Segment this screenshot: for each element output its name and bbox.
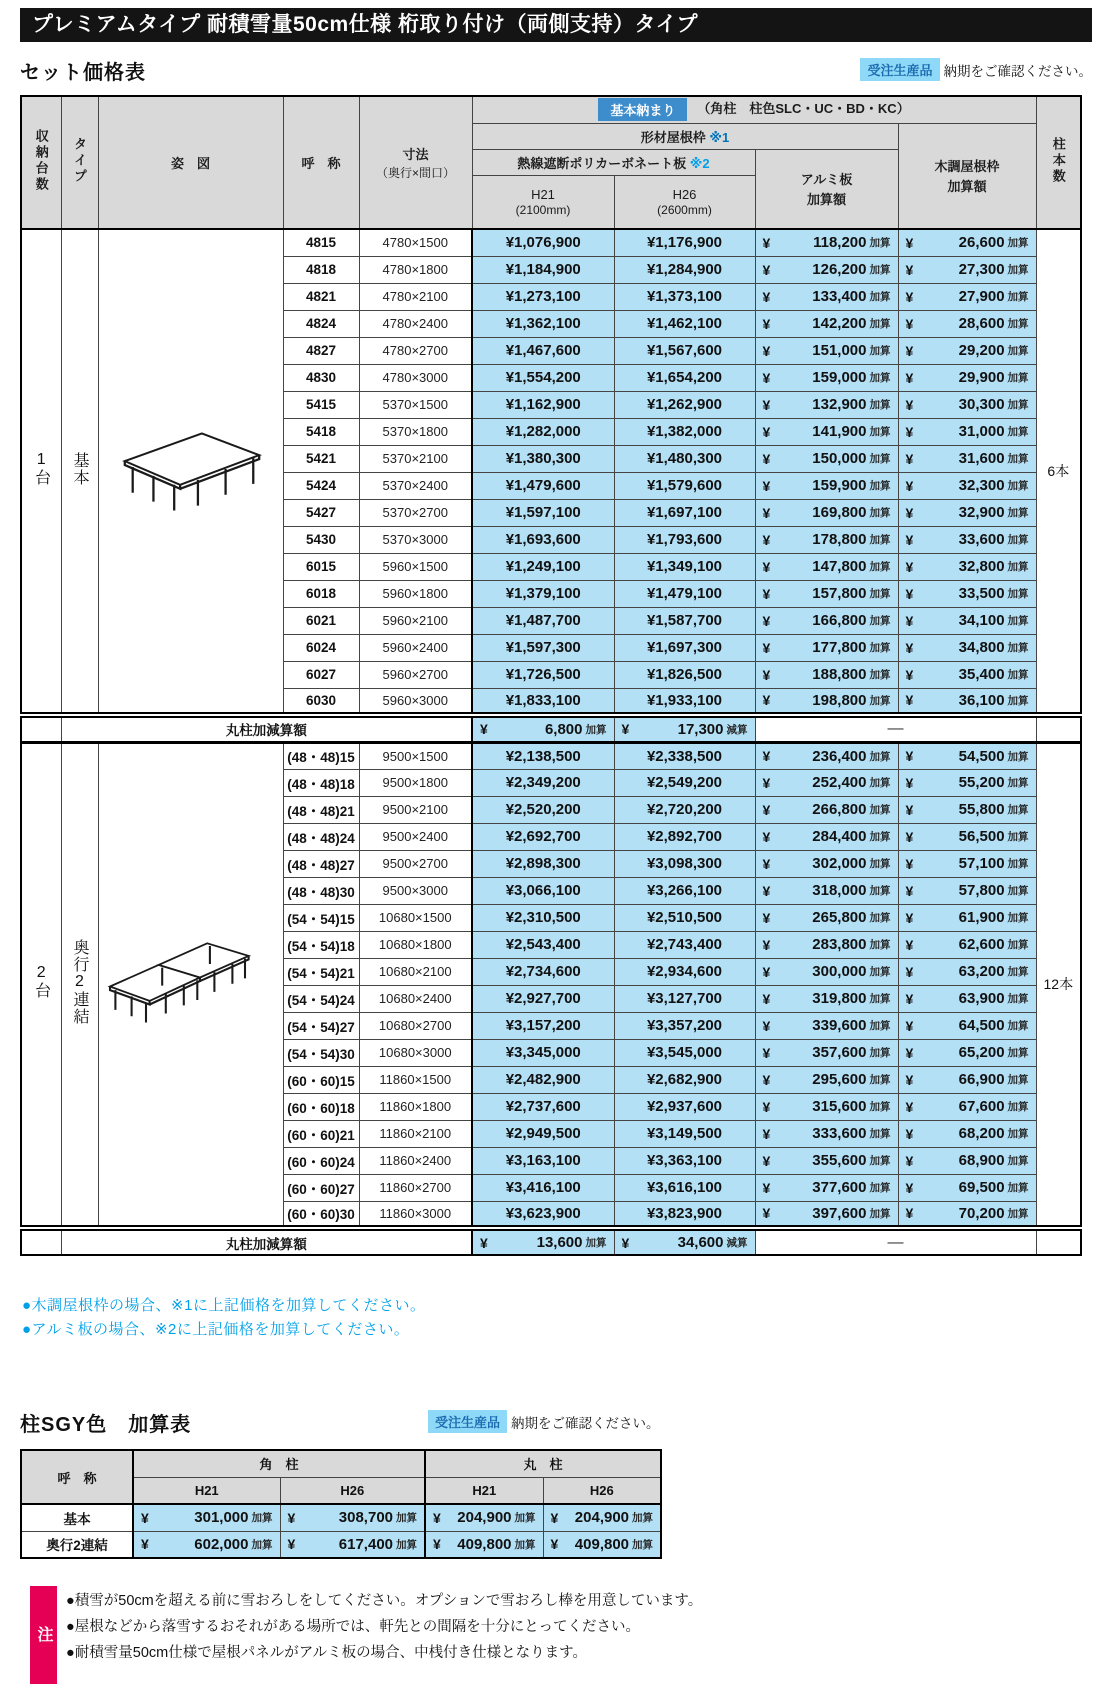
blank-cell <box>1036 715 1081 742</box>
model-name-cell: (54・54)24 <box>283 985 359 1012</box>
size-cell: 11860×1800 <box>359 1093 472 1120</box>
model-name-cell: (48・48)15 <box>283 742 359 769</box>
sgy-header-name: 呼 称 <box>21 1450 133 1504</box>
wood-add-cell: ¥ 67,600 加算 <box>898 1093 1036 1120</box>
alumi-add-cell: ¥ 318,000 加算 <box>755 877 898 904</box>
wood-add-cell: ¥ 66,900 加算 <box>898 1066 1036 1093</box>
sgy-value: ¥ 409,800 加算 <box>543 1531 661 1558</box>
alumi-add-cell: ¥ 147,800 加算 <box>755 553 898 580</box>
wood-add-cell: ¥ 56,500 加算 <box>898 823 1036 850</box>
price-h26-cell: ¥1,479,100 <box>614 580 755 607</box>
size-cell: 9500×3000 <box>359 877 472 904</box>
dash-cell: — <box>755 1228 1036 1255</box>
wood-add-cell: ¥ 35,400 加算 <box>898 661 1036 688</box>
price-h21-cell: ¥1,162,900 <box>472 391 614 418</box>
price-h21-cell: ¥2,692,700 <box>472 823 614 850</box>
sgy-value: ¥ 602,000 加算 <box>133 1531 280 1558</box>
table-row <box>21 1504 661 1531</box>
price-h21-cell: ¥2,310,500 <box>472 904 614 931</box>
storage-count-cell: 1台 <box>21 229 61 715</box>
price-h26-cell: ¥1,480,300 <box>614 445 755 472</box>
size-cell: 4780×1800 <box>359 256 472 283</box>
round-h26-cell: ¥ 17,300 減算 <box>614 715 755 742</box>
wood-add-cell: ¥ 34,800 加算 <box>898 634 1036 661</box>
model-name-cell: (54・54)30 <box>283 1039 359 1066</box>
price-h21-cell: ¥1,249,100 <box>472 553 614 580</box>
sgy-header-h26: H26 <box>280 1477 425 1504</box>
price-h21-cell: ¥1,597,300 <box>472 634 614 661</box>
price-h26-cell: ¥2,743,400 <box>614 931 755 958</box>
price-h26-cell: ¥1,793,600 <box>614 526 755 553</box>
model-name-cell: (48・48)30 <box>283 877 359 904</box>
price-h21-cell: ¥1,467,600 <box>472 337 614 364</box>
price-h26-cell: ¥3,616,100 <box>614 1174 755 1201</box>
table-row <box>21 1531 661 1558</box>
size-cell: 9500×2400 <box>359 823 472 850</box>
price-h26-cell: ¥1,697,300 <box>614 634 755 661</box>
size-cell: 10680×1500 <box>359 904 472 931</box>
wood-add-cell: ¥ 63,200 加算 <box>898 958 1036 985</box>
sgy-price-table <box>20 1449 662 1559</box>
alumi-add-cell: ¥ 339,600 加算 <box>755 1012 898 1039</box>
storage-count-cell: 2台 <box>21 742 61 1228</box>
alumi-add-cell: ¥ 302,000 加算 <box>755 850 898 877</box>
price-h26-cell: ¥3,127,700 <box>614 985 755 1012</box>
price-h21-cell: ¥1,282,000 <box>472 418 614 445</box>
size-cell: 5960×1800 <box>359 580 472 607</box>
price-h26-cell: ¥1,349,100 <box>614 553 755 580</box>
made-to-order-badge: 受注生産品 <box>860 58 939 81</box>
sgy-heading: 柱SGY色 加算表 <box>20 1414 192 1436</box>
model-name-cell: 6024 <box>283 634 359 661</box>
price-h26-cell: ¥3,363,100 <box>614 1147 755 1174</box>
wood-add-cell: ¥ 32,800 加算 <box>898 553 1036 580</box>
size-cell: 10680×2400 <box>359 985 472 1012</box>
price-h26-cell: ¥1,933,100 <box>614 688 755 715</box>
delivery-note: 納期をご確認ください。 <box>943 63 1092 79</box>
price-h26-cell: ¥3,149,500 <box>614 1120 755 1147</box>
size-cell: 4780×2100 <box>359 283 472 310</box>
model-name-cell: 4818 <box>283 256 359 283</box>
wood-add-cell: ¥ 36,100 加算 <box>898 688 1036 715</box>
price-h21-cell: ¥1,597,100 <box>472 499 614 526</box>
price-h21-cell: ¥3,623,900 <box>472 1201 614 1228</box>
size-cell: 5370×2100 <box>359 445 472 472</box>
price-h26-cell: ¥3,098,300 <box>614 850 755 877</box>
header-alumi: アルミ板 加算額 <box>755 149 898 229</box>
round-h21-cell: ¥ 13,600 加算 <box>472 1228 614 1255</box>
wood-add-cell: ¥ 57,100 加算 <box>898 850 1036 877</box>
caution-item: ●屋根などから落雪するおそれがある場所では、軒先との間隔を十分にとってください。 <box>66 1619 640 1635</box>
table-row <box>21 742 1081 769</box>
alumi-add-cell: ¥ 295,600 加算 <box>755 1066 898 1093</box>
carport-figure-double <box>101 930 281 1034</box>
model-name-cell: 4821 <box>283 283 359 310</box>
sgy-header-square-post: 角 柱 <box>133 1450 425 1477</box>
round-h21-cell: ¥ 6,800 加算 <box>472 715 614 742</box>
model-name-cell: (54・54)27 <box>283 1012 359 1039</box>
size-cell: 10680×1800 <box>359 931 472 958</box>
model-name-cell: 5421 <box>283 445 359 472</box>
basic-fit-badge: 基本納まり <box>598 98 687 121</box>
alumi-add-cell: ¥ 198,800 加算 <box>755 688 898 715</box>
alumi-add-cell: ¥ 166,800 加算 <box>755 607 898 634</box>
wood-add-cell: ¥ 61,900 加算 <box>898 904 1036 931</box>
model-name-cell: 4827 <box>283 337 359 364</box>
header-wood-roof: 木調屋根枠 加算額 <box>898 123 1036 229</box>
size-cell: 9500×1800 <box>359 769 472 796</box>
model-name-cell: 6015 <box>283 553 359 580</box>
wood-add-cell: ¥ 28,600 加算 <box>898 310 1036 337</box>
alumi-add-cell: ¥ 151,000 加算 <box>755 337 898 364</box>
sgy-value: ¥ 409,800 加算 <box>425 1531 543 1558</box>
model-name-cell: (48・48)21 <box>283 796 359 823</box>
alumi-add-cell: ¥ 126,200 加算 <box>755 256 898 283</box>
wood-add-cell: ¥ 68,200 加算 <box>898 1120 1036 1147</box>
post-count-cell: 6本 <box>1036 229 1081 715</box>
model-name-cell: 6021 <box>283 607 359 634</box>
wood-add-cell: ¥ 26,600 加算 <box>898 229 1036 256</box>
wood-add-cell: ¥ 29,900 加算 <box>898 364 1036 391</box>
sgy-value: ¥ 301,000 加算 <box>133 1504 280 1531</box>
price-h21-cell: ¥1,380,300 <box>472 445 614 472</box>
caution-block <box>30 1586 702 1684</box>
round-post-label: 丸柱加減算額 <box>61 1228 472 1255</box>
sgy-header-h21: H21 <box>133 1477 280 1504</box>
wood-add-cell: ¥ 32,900 加算 <box>898 499 1036 526</box>
alumi-add-cell: ¥ 178,800 加算 <box>755 526 898 553</box>
price-h26-cell: ¥2,682,900 <box>614 1066 755 1093</box>
alumi-add-cell: ¥ 159,000 加算 <box>755 364 898 391</box>
size-cell: 5370×3000 <box>359 526 472 553</box>
order-info <box>860 58 1092 81</box>
alumi-add-cell: ¥ 300,000 加算 <box>755 958 898 985</box>
section-one-unit <box>21 229 1081 742</box>
model-name-cell: (60・60)30 <box>283 1201 359 1228</box>
type-cell: 基本 <box>61 229 98 715</box>
wood-add-cell: ¥ 65,200 加算 <box>898 1039 1036 1066</box>
wood-add-cell: ¥ 55,200 加算 <box>898 769 1036 796</box>
wood-add-cell: ¥ 31,000 加算 <box>898 418 1036 445</box>
size-cell: 10680×3000 <box>359 1039 472 1066</box>
note-wood-roof: ●木調屋根枠の場合、※1に上記価格を加算してください。 <box>22 1297 426 1314</box>
alumi-add-cell: ¥ 283,800 加算 <box>755 931 898 958</box>
price-h21-cell: ¥2,949,500 <box>472 1120 614 1147</box>
post-count-cell: 12本 <box>1036 742 1081 1228</box>
size-cell: 11860×2400 <box>359 1147 472 1174</box>
header-post-count: 柱本数 <box>1036 96 1081 229</box>
price-h21-cell: ¥3,157,200 <box>472 1012 614 1039</box>
price-h26-cell: ¥1,826,500 <box>614 661 755 688</box>
header-storage-count: 収納台数 <box>21 96 61 229</box>
price-h21-cell: ¥2,349,200 <box>472 769 614 796</box>
model-name-cell: 4824 <box>283 310 359 337</box>
alumi-add-cell: ¥ 236,400 加算 <box>755 742 898 769</box>
wood-add-cell: ¥ 34,100 加算 <box>898 607 1036 634</box>
size-cell: 5370×1500 <box>359 391 472 418</box>
model-name-cell: (60・60)21 <box>283 1120 359 1147</box>
model-name-cell: (48・48)24 <box>283 823 359 850</box>
header-type: タイプ <box>61 96 98 229</box>
alumi-add-cell: ¥ 266,800 加算 <box>755 796 898 823</box>
header-name: 呼 称 <box>283 96 359 229</box>
price-h26-cell: ¥2,720,200 <box>614 796 755 823</box>
alumi-add-cell: ¥ 284,400 加算 <box>755 823 898 850</box>
wood-add-cell: ¥ 55,800 加算 <box>898 796 1036 823</box>
header-size: 寸法 （奥行×間口） <box>359 96 472 229</box>
size-cell: 4780×1500 <box>359 229 472 256</box>
price-h21-cell: ¥1,076,900 <box>472 229 614 256</box>
price-h26-cell: ¥2,934,600 <box>614 958 755 985</box>
price-h21-cell: ¥3,416,100 <box>472 1174 614 1201</box>
size-cell: 5960×2700 <box>359 661 472 688</box>
wood-add-cell: ¥ 64,500 加算 <box>898 1012 1036 1039</box>
size-cell: 11860×2700 <box>359 1174 472 1201</box>
price-h26-cell: ¥2,892,700 <box>614 823 755 850</box>
note-alumi-panel: ●アルミ板の場合、※2に上記価格を加算してください。 <box>22 1321 410 1338</box>
model-name-cell: (48・48)27 <box>283 850 359 877</box>
size-cell: 4780×2400 <box>359 310 472 337</box>
size-cell: 5960×2100 <box>359 607 472 634</box>
alumi-add-cell: ¥ 133,400 加算 <box>755 283 898 310</box>
page-title: プレミアムタイプ 耐積雪量50cm仕様 桁取り付け（両側支持）タイプ <box>20 8 1092 42</box>
price-h21-cell: ¥2,520,200 <box>472 796 614 823</box>
alumi-add-cell: ¥ 142,200 加算 <box>755 310 898 337</box>
wood-add-cell: ¥ 63,900 加算 <box>898 985 1036 1012</box>
set-price-heading: セット価格表 <box>20 62 146 84</box>
model-name-cell: (60・60)27 <box>283 1174 359 1201</box>
model-name-cell: 4815 <box>283 229 359 256</box>
table-row <box>21 229 1081 256</box>
alumi-add-cell: ¥ 315,600 加算 <box>755 1093 898 1120</box>
price-h26-cell: ¥1,382,000 <box>614 418 755 445</box>
size-cell: 5960×3000 <box>359 688 472 715</box>
size-cell: 11860×1500 <box>359 1066 472 1093</box>
alumi-add-cell: ¥ 319,800 加算 <box>755 985 898 1012</box>
wood-add-cell: ¥ 70,200 加算 <box>898 1201 1036 1228</box>
model-name-cell: 6030 <box>283 688 359 715</box>
price-h21-cell: ¥1,184,900 <box>472 256 614 283</box>
model-name-cell: 4830 <box>283 364 359 391</box>
wood-add-cell: ¥ 32,300 加算 <box>898 472 1036 499</box>
model-name-cell: (60・60)18 <box>283 1093 359 1120</box>
price-h26-cell: ¥1,654,200 <box>614 364 755 391</box>
alumi-add-cell: ¥ 118,200 加算 <box>755 229 898 256</box>
price-h21-cell: ¥2,543,400 <box>472 931 614 958</box>
model-name-cell: (60・60)15 <box>283 1066 359 1093</box>
header-poly-panel: 熱線遮断ポリカーボネート板 ※2 <box>472 149 755 175</box>
alumi-add-cell: ¥ 355,600 加算 <box>755 1147 898 1174</box>
caution-item: ●耐積雪量50cm仕様で屋根パネルがアルミ板の場合、中桟付き仕様となります。 <box>66 1645 587 1661</box>
size-cell: 5370×1800 <box>359 418 472 445</box>
wood-add-cell: ¥ 33,600 加算 <box>898 526 1036 553</box>
caution-item: ●積雪が50cmを超える前に雪おろしをしてください。オプションで雪おろし棒を用意しています。 <box>66 1593 703 1609</box>
size-cell: 9500×2700 <box>359 850 472 877</box>
price-h21-cell: ¥3,163,100 <box>472 1147 614 1174</box>
price-h26-cell: ¥1,262,900 <box>614 391 755 418</box>
wood-add-cell: ¥ 29,200 加算 <box>898 337 1036 364</box>
sgy-value: ¥ 617,400 加算 <box>280 1531 425 1558</box>
alumi-add-cell: ¥ 357,600 加算 <box>755 1039 898 1066</box>
price-h21-cell: ¥2,138,500 <box>472 742 614 769</box>
header-h21: H21 (2100mm) <box>472 175 614 229</box>
price-h26-cell: ¥2,937,600 <box>614 1093 755 1120</box>
wood-add-cell: ¥ 27,900 加算 <box>898 283 1036 310</box>
model-name-cell: 6027 <box>283 661 359 688</box>
price-h26-cell: ¥1,587,700 <box>614 607 755 634</box>
figure-cell <box>98 742 283 1228</box>
size-cell: 4780×3000 <box>359 364 472 391</box>
price-h21-cell: ¥1,479,600 <box>472 472 614 499</box>
price-h21-cell: ¥2,927,700 <box>472 985 614 1012</box>
model-name-cell: (60・60)24 <box>283 1147 359 1174</box>
price-h26-cell: ¥1,284,900 <box>614 256 755 283</box>
price-h26-cell: ¥3,823,900 <box>614 1201 755 1228</box>
alumi-add-cell: ¥ 265,800 加算 <box>755 904 898 931</box>
set-price-table <box>20 95 1082 1256</box>
alumi-add-cell: ¥ 188,800 加算 <box>755 661 898 688</box>
alumi-add-cell: ¥ 333,600 加算 <box>755 1120 898 1147</box>
carport-figure-single <box>107 421 275 517</box>
price-h21-cell: ¥1,693,600 <box>472 526 614 553</box>
alumi-add-cell: ¥ 141,900 加算 <box>755 418 898 445</box>
price-h21-cell: ¥2,482,900 <box>472 1066 614 1093</box>
alumi-add-cell: ¥ 150,000 加算 <box>755 445 898 472</box>
wood-add-cell: ¥ 57,800 加算 <box>898 877 1036 904</box>
wood-add-cell: ¥ 33,500 加算 <box>898 580 1036 607</box>
price-h21-cell: ¥1,379,100 <box>472 580 614 607</box>
round-post-row <box>21 715 1081 742</box>
model-name-cell: (54・54)15 <box>283 904 359 931</box>
price-h26-cell: ¥2,510,500 <box>614 904 755 931</box>
size-cell: 11860×2100 <box>359 1120 472 1147</box>
sgy-value: ¥ 308,700 加算 <box>280 1504 425 1531</box>
sgy-header-round-post: 丸 柱 <box>425 1450 661 1477</box>
size-cell: 5960×1500 <box>359 553 472 580</box>
sgy-value: ¥ 204,900 加算 <box>425 1504 543 1531</box>
model-name-cell: 5427 <box>283 499 359 526</box>
section-two-units <box>21 742 1081 1255</box>
price-h21-cell: ¥3,345,000 <box>472 1039 614 1066</box>
model-name-cell: 5430 <box>283 526 359 553</box>
wood-add-cell: ¥ 54,500 加算 <box>898 742 1036 769</box>
price-h26-cell: ¥2,338,500 <box>614 742 755 769</box>
wood-add-cell: ¥ 31,600 加算 <box>898 445 1036 472</box>
price-h21-cell: ¥2,734,600 <box>472 958 614 985</box>
price-h21-cell: ¥1,487,700 <box>472 607 614 634</box>
wood-add-cell: ¥ 69,500 加算 <box>898 1174 1036 1201</box>
model-name-cell: 5415 <box>283 391 359 418</box>
price-h26-cell: ¥3,266,100 <box>614 877 755 904</box>
sgy-value: ¥ 204,900 加算 <box>543 1504 661 1531</box>
price-h21-cell: ¥3,066,100 <box>472 877 614 904</box>
size-cell: 10680×2700 <box>359 1012 472 1039</box>
model-name-cell: (54・54)18 <box>283 931 359 958</box>
alumi-add-cell: ¥ 177,800 加算 <box>755 634 898 661</box>
wood-add-cell: ¥ 62,600 加算 <box>898 931 1036 958</box>
sgy-header-h21: H21 <box>425 1477 543 1504</box>
alumi-add-cell: ¥ 159,900 加算 <box>755 472 898 499</box>
model-name-cell: 5424 <box>283 472 359 499</box>
delivery-note: 納期をご確認ください。 <box>511 1415 660 1431</box>
size-cell: 9500×1500 <box>359 742 472 769</box>
price-h21-cell: ¥1,273,100 <box>472 283 614 310</box>
blank-cell <box>21 1228 61 1255</box>
size-cell: 11860×3000 <box>359 1201 472 1228</box>
size-cell: 10680×2100 <box>359 958 472 985</box>
price-h21-cell: ¥2,737,600 <box>472 1093 614 1120</box>
model-name-cell: (54・54)21 <box>283 958 359 985</box>
price-h26-cell: ¥1,579,600 <box>614 472 755 499</box>
alumi-add-cell: ¥ 397,600 加算 <box>755 1201 898 1228</box>
price-h26-cell: ¥1,697,100 <box>614 499 755 526</box>
round-post-row <box>21 1228 1081 1255</box>
caution-badge: 注 <box>30 1586 57 1684</box>
price-h21-cell: ¥1,554,200 <box>472 364 614 391</box>
alumi-add-cell: ¥ 132,900 加算 <box>755 391 898 418</box>
blank-cell <box>1036 1228 1081 1255</box>
alumi-add-cell: ¥ 169,800 加算 <box>755 499 898 526</box>
dash-cell: — <box>755 715 1036 742</box>
size-cell: 4780×2700 <box>359 337 472 364</box>
price-h26-cell: ¥1,176,900 <box>614 229 755 256</box>
sgy-header-h26: H26 <box>543 1477 661 1504</box>
price-h21-cell: ¥1,726,500 <box>472 661 614 688</box>
price-h26-cell: ¥1,373,100 <box>614 283 755 310</box>
size-cell: 5960×2400 <box>359 634 472 661</box>
round-h26-cell: ¥ 34,600 減算 <box>614 1228 755 1255</box>
price-h26-cell: ¥1,567,600 <box>614 337 755 364</box>
size-cell: 9500×2100 <box>359 796 472 823</box>
figure-cell <box>98 229 283 715</box>
model-name-cell: 5418 <box>283 418 359 445</box>
made-to-order-badge: 受注生産品 <box>428 1410 507 1433</box>
sgy-row-name: 奥行2連結 <box>21 1531 133 1558</box>
wood-add-cell: ¥ 68,900 加算 <box>898 1147 1036 1174</box>
model-name-cell: 6018 <box>283 580 359 607</box>
header-frame-roof: 形材屋根枠 ※1 <box>472 123 898 149</box>
wood-add-cell: ¥ 30,300 加算 <box>898 391 1036 418</box>
size-cell: 5370×2700 <box>359 499 472 526</box>
price-h26-cell: ¥2,549,200 <box>614 769 755 796</box>
price-h26-cell: ¥3,545,000 <box>614 1039 755 1066</box>
alumi-add-cell: ¥ 377,600 加算 <box>755 1174 898 1201</box>
alumi-add-cell: ¥ 252,400 加算 <box>755 769 898 796</box>
wood-add-cell: ¥ 27,300 加算 <box>898 256 1036 283</box>
price-h26-cell: ¥3,357,200 <box>614 1012 755 1039</box>
size-cell: 5370×2400 <box>359 472 472 499</box>
header-figure: 姿 図 <box>98 96 283 229</box>
blank-cell <box>21 715 61 742</box>
type-cell: 奥行2連結 <box>61 742 98 1228</box>
price-h21-cell: ¥2,898,300 <box>472 850 614 877</box>
price-h21-cell: ¥1,833,100 <box>472 688 614 715</box>
sgy-order-info <box>428 1410 660 1433</box>
alumi-add-cell: ¥ 157,800 加算 <box>755 580 898 607</box>
price-h21-cell: ¥1,362,100 <box>472 310 614 337</box>
sgy-row-name: 基本 <box>21 1504 133 1531</box>
header-basic: 基本納まり （角柱 柱色SLC・UC・BD・KC） <box>472 96 1036 123</box>
round-post-label: 丸柱加減算額 <box>61 715 472 742</box>
price-h26-cell: ¥1,462,100 <box>614 310 755 337</box>
model-name-cell: (48・48)18 <box>283 769 359 796</box>
header-h26: H26 (2600mm) <box>614 175 755 229</box>
